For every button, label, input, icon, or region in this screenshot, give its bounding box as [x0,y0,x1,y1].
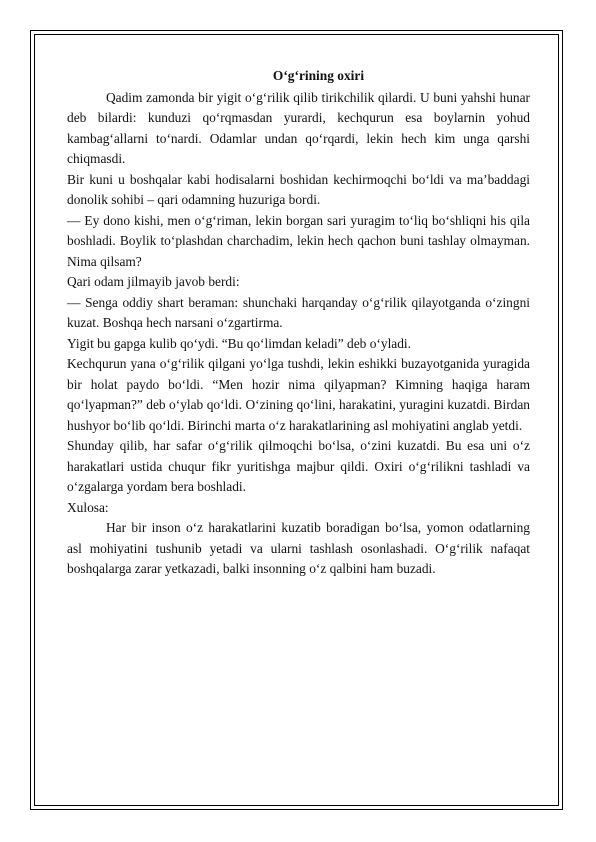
document-title: O‘g‘rining oxiri [272,68,365,83]
paragraph-change: Shunday qilib, har safar o‘g‘rilik qilmoqchi bo‘lsa, o‘zini kuzatdi. Bu esa uni o‘z harakatlari ustida chuqur fikr yuritishga majbur qildi. Oxiri o‘g‘rilikni tashladi va o‘zgalarga yordam bera boshladi. [67,438,530,494]
conclusion-heading: Xulosa: [67,499,109,515]
paragraph-intro: Qadim zamonda bir yigit o‘g‘rilik qilib tirikchilik qilardi. U buni yahshi hunar deb bilardi: kunduzi qo‘rqmasdan yurardi, kechqurun esa boylarnin yohud kambag‘allarni to‘nardi. Odamlar undan qo‘rqardi, lekin hech kim unga qarshi chiqmasdi. [67,89,530,166]
paragraph-thief-speech: — Ey dono kishi, men o‘g‘riman, lekin borgan sari yuragim to‘liq bo‘shliqni his qila boshladi. Boylik to‘plashdan charchadim, lekin hech qachon buni tashlay olmayman. Nima qilsam? [67,212,530,269]
paragraph-conclusion: Har bir inson o‘z harakatlarini kuzatib boradigan bo‘lsa, yomon odatlarning asl mohiyatini tushunib yetadi va ularni tashlash osonlashadi. O‘g‘rilik nafaqat boshqalarga zarar yetkazadi, balki insonning o‘z qalbini ham buzadi. [67,520,530,576]
document-body [67,66,530,580]
paragraph-elder-answer-intro: Qari odam jilmayib javob berdi: [67,274,240,289]
paragraph-evening: Kechqurun yana o‘g‘rilik qilgani yo‘lga tushdi, lekin eshikki buzayotganida yuragida bir holat paydo bo‘ldi. “Men hozir nima qilyapman? Kimning haqiga haram qo‘lyapman?” deb o‘ylab qo‘ldi. O‘zining qo‘lini, harakatini, yuragini kuzatdi. Birdan hushyor bo‘lib qo‘ldi. Birinchi marta o‘z harakatlarining asl mohiyatini anglab yetdi. [67,356,530,433]
paragraph-elder-speech: — Senga oddiy shart beraman: shunchaki harqanday o‘g‘rilik qilayotganda o‘zingni kuzat. Boshqa hech narsani o‘zgartirma. [67,294,530,330]
paragraph-visit: Bir kuni u boshqalar kabi hodisalarni boshidan kechirmoqchi bo‘ldi va ma’baddagi donolik sohibi – qari odamning huzuriga bordi. [67,171,530,207]
paragraph-youth-laugh: Yigit bu gapga kulib qo‘ydi. “Bu qo‘limdan keladi” deb o‘yladi. [67,335,411,351]
